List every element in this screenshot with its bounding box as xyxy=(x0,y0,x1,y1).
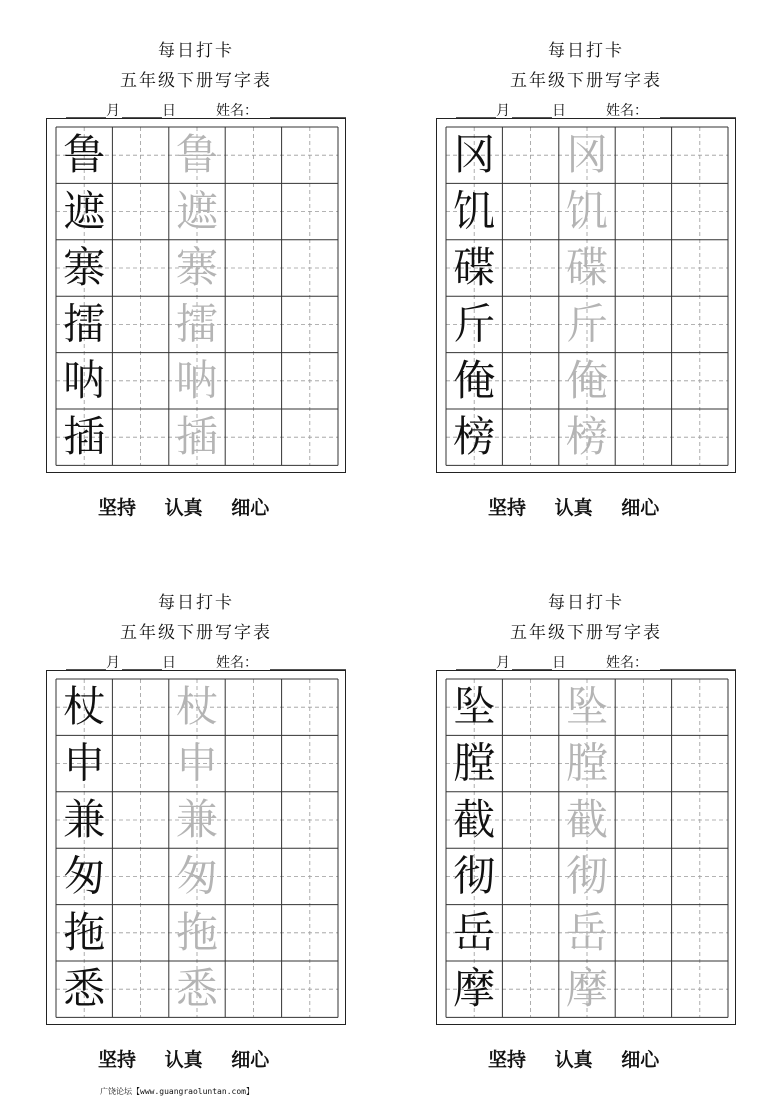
model-character: 遮 xyxy=(63,186,106,236)
card-subtitle: 五年级下册写字表 xyxy=(510,71,662,91)
month-label: 月 xyxy=(106,103,120,119)
model-character: 鲁 xyxy=(63,130,106,180)
grid-svg xyxy=(55,126,339,466)
name-label: 姓名： xyxy=(606,103,648,119)
trace-character: 悉 xyxy=(175,964,219,1014)
trace-character: 杖 xyxy=(175,682,219,732)
trace-character: 鲁 xyxy=(175,130,219,180)
model-character: 擂 xyxy=(63,299,106,349)
trace-character: 插 xyxy=(175,412,219,462)
trace-character: 饥 xyxy=(565,186,609,236)
date-name-line xyxy=(456,652,736,672)
grid-svg xyxy=(445,126,729,466)
motto-word: 细心 xyxy=(231,1049,270,1071)
trace-character: 擂 xyxy=(175,299,219,349)
grid-svg xyxy=(445,678,729,1018)
model-character: 榜 xyxy=(453,412,496,462)
trace-character: 坠 xyxy=(565,682,609,732)
source-credit: 广饶论坛【www.guangraoluntan.com】 xyxy=(100,1087,254,1096)
card-title: 每日打卡 xyxy=(548,41,624,61)
model-character: 岳 xyxy=(453,907,496,957)
motto-word: 坚持 xyxy=(488,497,527,519)
card-subtitle: 五年级下册写字表 xyxy=(120,623,272,643)
model-character: 彻 xyxy=(453,851,496,901)
day-label: 日 xyxy=(162,655,176,671)
model-character: 坠 xyxy=(453,682,496,732)
model-character: 呐 xyxy=(63,355,106,405)
trace-character: 彻 xyxy=(565,851,609,901)
date-name-line xyxy=(66,652,346,672)
trace-character: 摩 xyxy=(565,964,609,1014)
model-character: 匆 xyxy=(63,851,106,901)
motto-word: 坚持 xyxy=(98,497,137,519)
motto-word: 认真 xyxy=(554,1049,593,1071)
trace-character: 截 xyxy=(565,795,609,844)
trace-character: 呐 xyxy=(175,355,219,405)
model-character: 悉 xyxy=(63,964,106,1014)
model-character: 摩 xyxy=(453,964,496,1014)
motto-word: 细心 xyxy=(231,497,270,519)
motto-word: 认真 xyxy=(164,497,203,519)
model-character: 申 xyxy=(63,738,106,788)
month-label: 月 xyxy=(496,103,510,119)
model-character: 碟 xyxy=(453,243,496,292)
motto-word: 认真 xyxy=(164,1049,203,1071)
writing-grid xyxy=(445,126,729,466)
motto xyxy=(488,1045,681,1072)
writing-grid xyxy=(55,678,339,1018)
motto-word: 细心 xyxy=(621,497,660,519)
model-character: 插 xyxy=(63,412,106,462)
motto-word: 细心 xyxy=(621,1049,660,1071)
trace-character: 膛 xyxy=(565,738,609,788)
writing-grid xyxy=(55,126,339,466)
motto xyxy=(98,1045,291,1072)
model-character: 俺 xyxy=(453,355,496,405)
model-character: 饥 xyxy=(453,186,496,236)
model-character: 拖 xyxy=(63,907,106,957)
month-label: 月 xyxy=(106,655,120,671)
date-name-line xyxy=(66,100,346,120)
day-label: 日 xyxy=(162,103,176,119)
name-label: 姓名： xyxy=(606,655,648,671)
writing-grid xyxy=(445,678,729,1018)
trace-character: 拖 xyxy=(175,907,219,957)
trace-character: 匆 xyxy=(175,851,219,901)
trace-character: 寨 xyxy=(175,243,219,292)
card-subtitle: 五年级下册写字表 xyxy=(120,71,272,91)
card-subtitle: 五年级下册写字表 xyxy=(510,623,662,643)
card-title: 每日打卡 xyxy=(548,593,624,613)
grid-svg xyxy=(55,678,339,1018)
trace-character: 榜 xyxy=(565,412,609,462)
trace-character: 兼 xyxy=(175,795,219,844)
card-title: 每日打卡 xyxy=(158,41,234,61)
motto-word: 坚持 xyxy=(98,1049,137,1071)
trace-character: 碟 xyxy=(565,243,609,292)
model-character: 兼 xyxy=(63,795,106,844)
trace-character: 斤 xyxy=(565,299,609,349)
day-label: 日 xyxy=(552,103,566,119)
model-character: 膛 xyxy=(453,738,496,788)
model-character: 寨 xyxy=(63,243,106,292)
trace-character: 冈 xyxy=(565,130,609,180)
day-label: 日 xyxy=(552,655,566,671)
motto-word: 认真 xyxy=(554,497,593,519)
trace-character: 申 xyxy=(175,738,219,788)
model-character: 冈 xyxy=(453,130,496,180)
trace-character: 俺 xyxy=(565,355,609,405)
name-label: 姓名： xyxy=(216,655,258,671)
trace-character: 岳 xyxy=(565,907,609,957)
motto xyxy=(488,493,681,520)
model-character: 斤 xyxy=(453,299,496,349)
motto-word: 坚持 xyxy=(488,1049,527,1071)
month-label: 月 xyxy=(496,655,510,671)
name-label: 姓名： xyxy=(216,103,258,119)
motto xyxy=(98,493,291,520)
model-character: 截 xyxy=(453,795,496,844)
model-character: 杖 xyxy=(63,682,106,732)
date-name-line xyxy=(456,100,736,120)
card-title: 每日打卡 xyxy=(158,593,234,613)
trace-character: 遮 xyxy=(175,186,219,236)
